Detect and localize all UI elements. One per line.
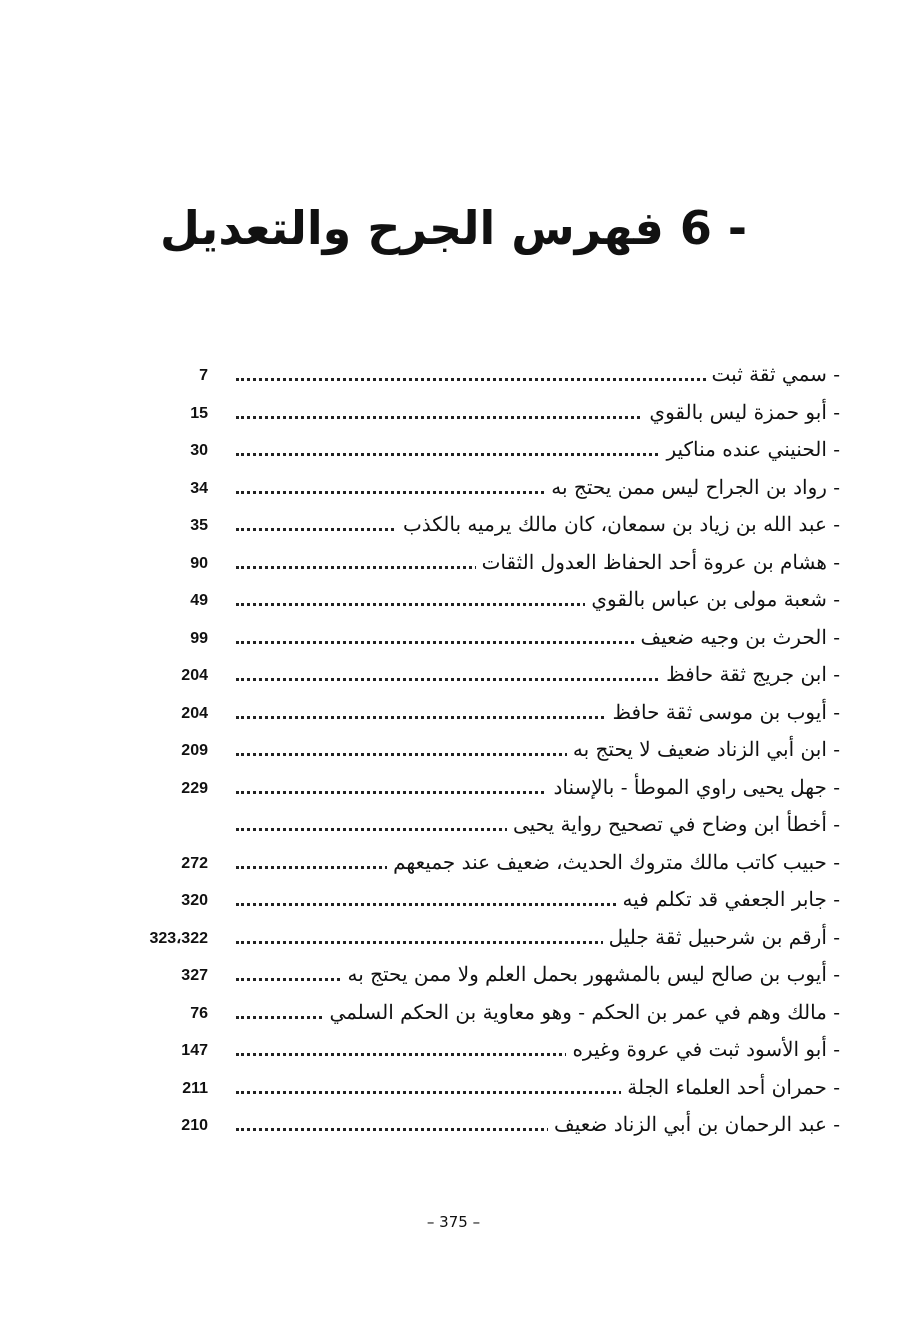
entry-page-number: 204: [181, 667, 208, 684]
index-entry: [140, 544, 840, 582]
index-entry: [140, 1031, 840, 1069]
index-entry: [140, 581, 840, 619]
index-entry: [140, 994, 840, 1032]
entry-text: - ابن أبي الزناد ضعيف لا يحتج به: [567, 735, 840, 763]
page-number: – 375 –: [426, 1213, 481, 1231]
index-list: [140, 356, 840, 1144]
index-entry: [140, 1069, 840, 1107]
entry-text: - عبد الرحمان بن أبي الزناد ضعيف: [548, 1110, 840, 1138]
index-entry: [140, 731, 840, 769]
entry-page-number: 49: [190, 592, 208, 609]
entry-text: - رواد بن الجراح ليس ممن يحتج به: [545, 473, 840, 501]
entry-text: - أخطأ ابن وضاح في تصحيح رواية يحيى: [507, 810, 840, 838]
index-entry: [140, 619, 840, 657]
entry-text: - الحنيني عنده مناكير: [660, 435, 840, 463]
index-entry: [140, 469, 840, 507]
entry-page-number: 7: [199, 367, 208, 384]
entry-text: - حبيب كاتب مالك متروك الحديث، ضعيف عند جميعهم: [387, 848, 840, 876]
entry-page-number: 210: [181, 1117, 208, 1134]
entry-page-number: 327: [181, 967, 208, 984]
entry-text: - أبو الأسود ثبت في عروة وغيره: [566, 1035, 840, 1063]
index-entry: [140, 506, 840, 544]
entry-page-number: 209: [181, 742, 208, 759]
entry-text: - أيوب بن موسى ثقة حافظ: [607, 698, 841, 726]
chapter-number: 6 -: [679, 201, 747, 255]
entry-page-number: 211: [182, 1079, 208, 1097]
entry-page-number: 34: [190, 479, 208, 497]
entry-text: - أيوب بن صالح ليس بالمشهور بحمل العلم ولا ممن يحتج به: [341, 960, 840, 988]
entry-page-number: 90: [190, 554, 208, 572]
entry-text: - ابن جريج ثقة حافظ: [660, 660, 840, 688]
entry-text: - مالك وهم في عمر بن الحكم - وهو معاوية بن الحكم السلمي: [323, 998, 840, 1026]
entry-text: - شعبة مولى بن عباس بالقوي: [585, 585, 840, 613]
entry-page-number: 15: [190, 404, 208, 422]
index-entry: [140, 356, 840, 394]
chapter-title: فهرس الجرح والتعديل: [160, 201, 664, 255]
entry-page-number: 229: [181, 779, 208, 797]
entry-text: - سمي ثقة ثبت: [706, 360, 840, 388]
entry-text: - جهل يحيى راوي الموطأ - بالإسناد: [547, 773, 840, 801]
entry-page-number: 323،322: [149, 929, 208, 947]
entry-page-number: 35: [190, 517, 208, 534]
index-entry: [140, 694, 840, 732]
index-entry: [140, 394, 840, 432]
entry-text: - حمران أحد العلماء الجلة: [621, 1073, 840, 1101]
index-entry: [140, 431, 840, 469]
index-entry: [140, 844, 840, 882]
entry-text: - أبو حمزة ليس بالقوي: [643, 398, 840, 426]
entry-text: - الحرث بن وجيه ضعيف: [634, 623, 840, 651]
index-entry: [140, 881, 840, 919]
index-entry: [140, 956, 840, 994]
entry-text: - عبد الله بن زياد بن سمعان، كان مالك يرميه بالكذب: [397, 510, 840, 538]
index-entry: [140, 806, 840, 844]
index-entry: [140, 1106, 840, 1144]
entry-text: - أرقم بن شرحبيل ثقة جليل: [603, 923, 840, 951]
entry-text: - هشام بن عروة أحد الحفاظ العدول الثقات: [476, 548, 840, 576]
entry-page-number: 76: [190, 1004, 208, 1022]
index-entry: [140, 919, 840, 957]
entry-page-number: 204: [181, 704, 208, 722]
entry-text: - جابر الجعفي قد تكلم فيه: [616, 885, 840, 913]
entry-page-number: 272: [181, 854, 208, 872]
entry-page-number: 147: [181, 1042, 208, 1059]
entry-page-number: 99: [190, 629, 208, 647]
entry-page-number: 320: [181, 892, 208, 909]
index-entry: [140, 769, 840, 807]
entry-page-number: 30: [190, 442, 208, 459]
page-title: [0, 196, 907, 260]
index-entry: [140, 656, 840, 694]
